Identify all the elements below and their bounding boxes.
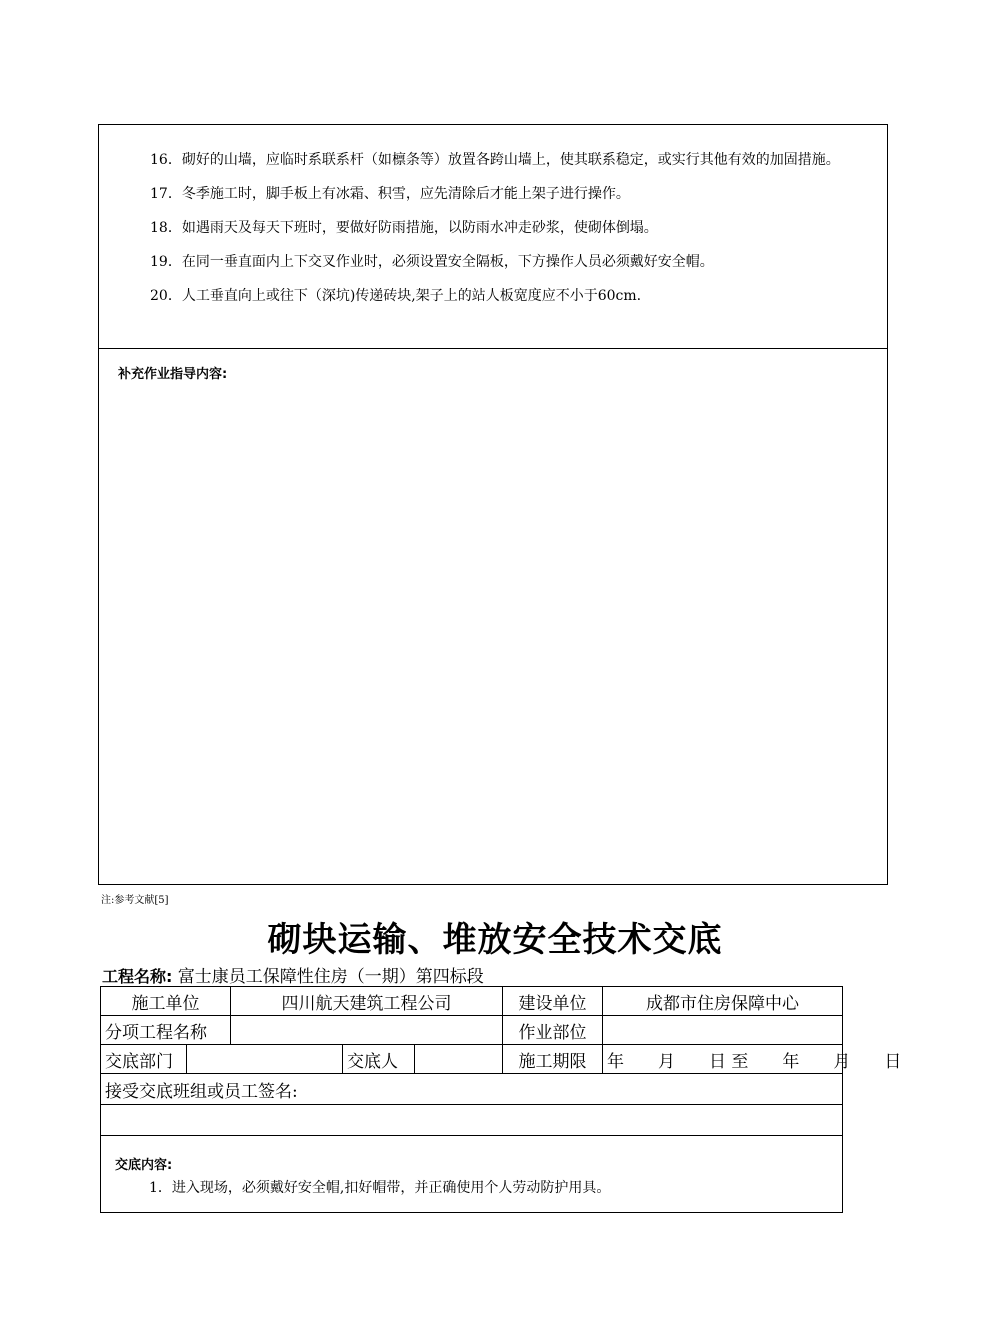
person-label: 交底人 bbox=[343, 1045, 415, 1074]
instruction-item-19: 19．在同一垂直面内上下交叉作业时，必须设置安全隔板，下方操作人员必须戴好安全帽。 bbox=[150, 254, 714, 270]
dept-value bbox=[187, 1045, 343, 1074]
table-row bbox=[101, 1045, 843, 1074]
instructions-box bbox=[98, 124, 888, 885]
project-name: 富士康员工保障性住房（一期）第四标段 bbox=[177, 967, 484, 987]
table-row bbox=[101, 1136, 843, 1213]
document-title: 砌块运输、堆放安全技术交底 bbox=[267, 920, 723, 960]
work-part-value bbox=[603, 1016, 843, 1045]
construction-unit-value: 四川航天建筑工程公司 bbox=[231, 987, 503, 1016]
reference-note: 注:参考文献[5] bbox=[101, 895, 169, 906]
instruction-item-16: 16．砌好的山墙，应临时系联系杆（如檩条等）放置各跨山墙上，使其联系稳定，或实行其他有效的加固措施。 bbox=[150, 152, 840, 168]
sign-label: 接受交底班组或员工签名: bbox=[101, 1074, 843, 1105]
instruction-item-18: 18．如遇雨天及每天下班时，要做好防雨措施，以防雨水冲走砂浆，使砌体倒塌。 bbox=[150, 220, 658, 236]
section-divider bbox=[99, 348, 887, 349]
disclosure-content-cell bbox=[101, 1136, 843, 1213]
instruction-item-20: 20．人工垂直向上或往下（深坑)传递砖块,架子上的站人板宽度应不小于60cm. bbox=[150, 288, 642, 304]
person-value bbox=[415, 1045, 503, 1074]
period-value: 年 月 日 至 年 月 日 bbox=[603, 1045, 843, 1074]
table-row bbox=[101, 1074, 843, 1105]
disclosure-table bbox=[100, 986, 902, 1213]
builder-label: 建设单位 bbox=[503, 987, 603, 1016]
work-part-label: 作业部位 bbox=[503, 1016, 603, 1045]
period-label: 施工期限 bbox=[503, 1045, 603, 1074]
dept-label: 交底部门 bbox=[101, 1045, 187, 1074]
project-label: 工程名称: bbox=[102, 967, 173, 986]
content-label: 交底内容: bbox=[115, 1158, 173, 1173]
table-row bbox=[101, 1016, 843, 1045]
supplement-label: 补充作业指导内容: bbox=[118, 367, 228, 382]
sign-area bbox=[101, 1105, 843, 1136]
table-row bbox=[101, 1105, 843, 1136]
subproject-label: 分项工程名称 bbox=[101, 1016, 231, 1045]
subproject-value bbox=[231, 1016, 503, 1045]
instruction-list bbox=[99, 143, 887, 313]
construction-unit-label: 施工单位 bbox=[101, 987, 231, 1016]
builder-value: 成都市住房保障中心 bbox=[603, 987, 843, 1016]
project-line bbox=[102, 962, 484, 987]
content-item-1: 1．进入现场，必须戴好安全帽,扣好帽带，并正确使用个人劳动防护用具。 bbox=[149, 1180, 611, 1196]
instruction-item-17: 17．冬季施工时，脚手板上有冰霜、积雪，应先清除后才能上架子进行操作。 bbox=[150, 186, 630, 202]
table-row bbox=[101, 987, 843, 1016]
